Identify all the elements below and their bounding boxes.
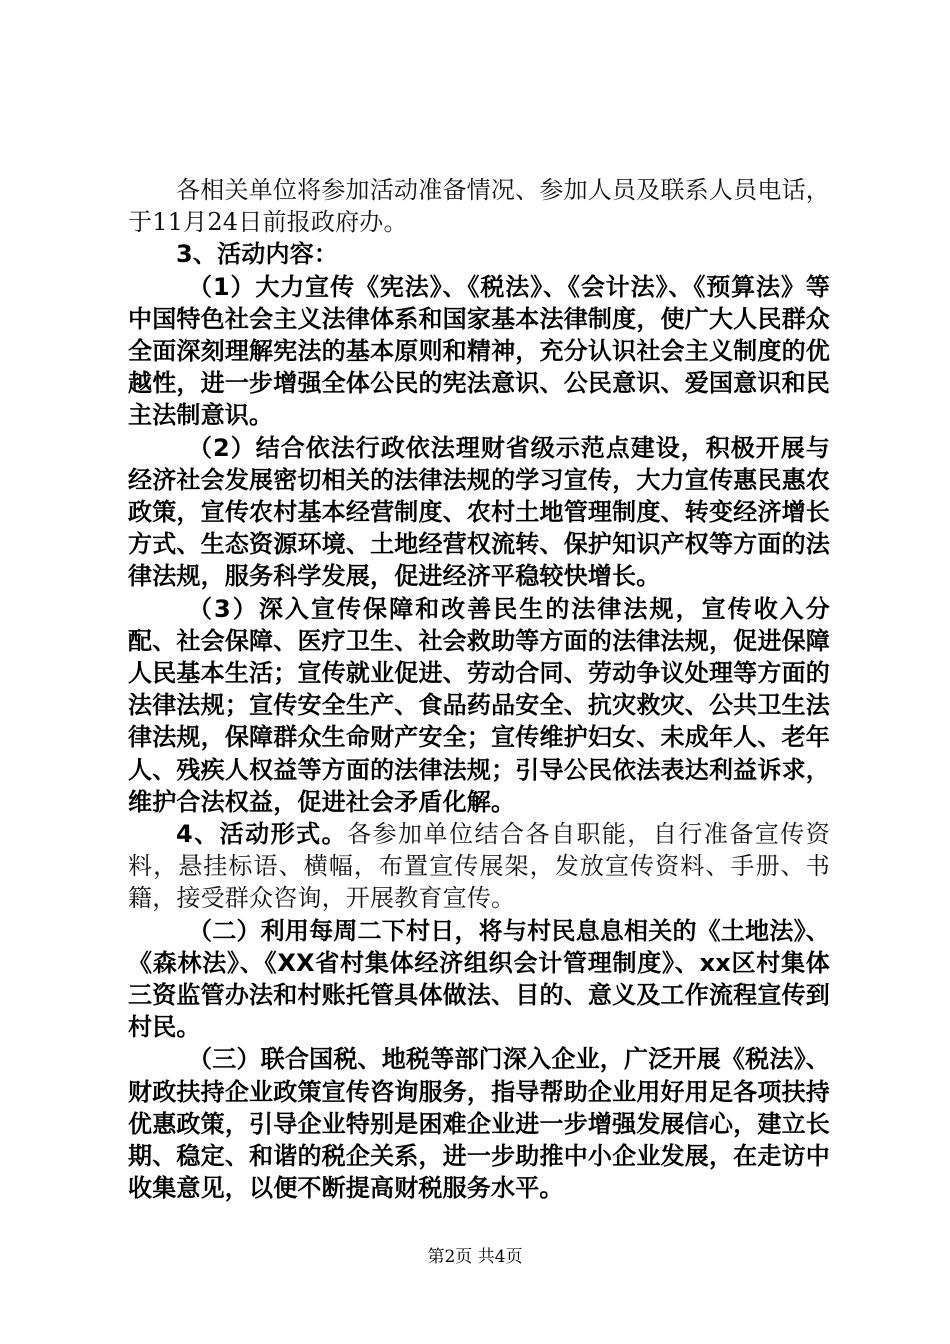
paragraph-item-2: （2）结合依法行政依法理财省级示范点建设，积极开展与经济社会发展密切相关的法律法规的学习宣传，大力宣传惠民惠农政策，宣传农村基本经营制度、农村土地管理制度、转变经济增长方式、生态资源环境、土地经营权流转、保护知识产权等方面的法律法规，服务科学发展，促进经济平稳较快增长。 [128, 433, 830, 591]
activity-form-lead: 4、活动形式。 [176, 820, 348, 849]
page-footer: 第2页 共4页 [427, 1247, 523, 1267]
heading-activity-content: 3、活动内容： [176, 240, 339, 269]
paragraph-item-3: （3）深入宣传保障和改善民生的法律法规，宣传收入分配、社会保障、医疗卫生、社会救助等方面的法律法规，促进保障人民基本生活；宣传就业促进、劳动合同、劳动争议处理等方面的法律法规；宣传安全生产、食品药品安全、抗灾救灾、公共卫生法律法规，保障群众生命财产安全；宣传维护妇女、未成年人、老年人、残疾人权益等方面的法律法规；引导公民依法表达利益诉求，维护合法权益，促进社会矛盾化解。 [128, 594, 830, 816]
paragraph-item-1: （1）大力宣传《宪法》、《税法》、《会计法》、《预算法》等中国特色社会主义法律体系和国家基本法律制度，使广大人民群众全面深刻理解宪法的基本原则和精神，充分认识社会主义制度的优越性，进一步增强全体公民的宪法意识、公民意识、爱国意识和民主法制意识。 [128, 272, 830, 430]
paragraph-submission-notice: 各相关单位将参加活动准备情况、参加人员及联系人员电话，于11月24日前报政府办。 [128, 176, 830, 237]
paragraph-activity-form [128, 818, 830, 915]
document-body [128, 174, 830, 1205]
paragraph-section-2: （二）利用每周二下村日，将与村民息息相关的《土地法》、《森林法》、《XX省村集体经济组织会计管理制度》、xx区村集体三资监管办法和村账托管具体做法、目的、意义及工作流程宣传到村民。 [128, 916, 830, 1042]
activity-form-body: 各参加单位结合各自职能，自行准备宣传资料，悬挂标语、横幅，布置宣传展架，发放宣传资料、手册、书籍，接受群众咨询，开展教育宣传。 [128, 820, 830, 913]
paragraph-section-3: （三）联合国税、地税等部门深入企业，广泛开展《税法》、财政扶持企业政策宣传咨询服务，指导帮助企业用好用足各项扶持优惠政策，引导企业特别是困难企业进一步增强发展信心，建立长期、稳定、和谐的税企关系，进一步助推中小企业发展，在走访中收集意见，以便不断提高财税服务水平。 [128, 1045, 830, 1203]
